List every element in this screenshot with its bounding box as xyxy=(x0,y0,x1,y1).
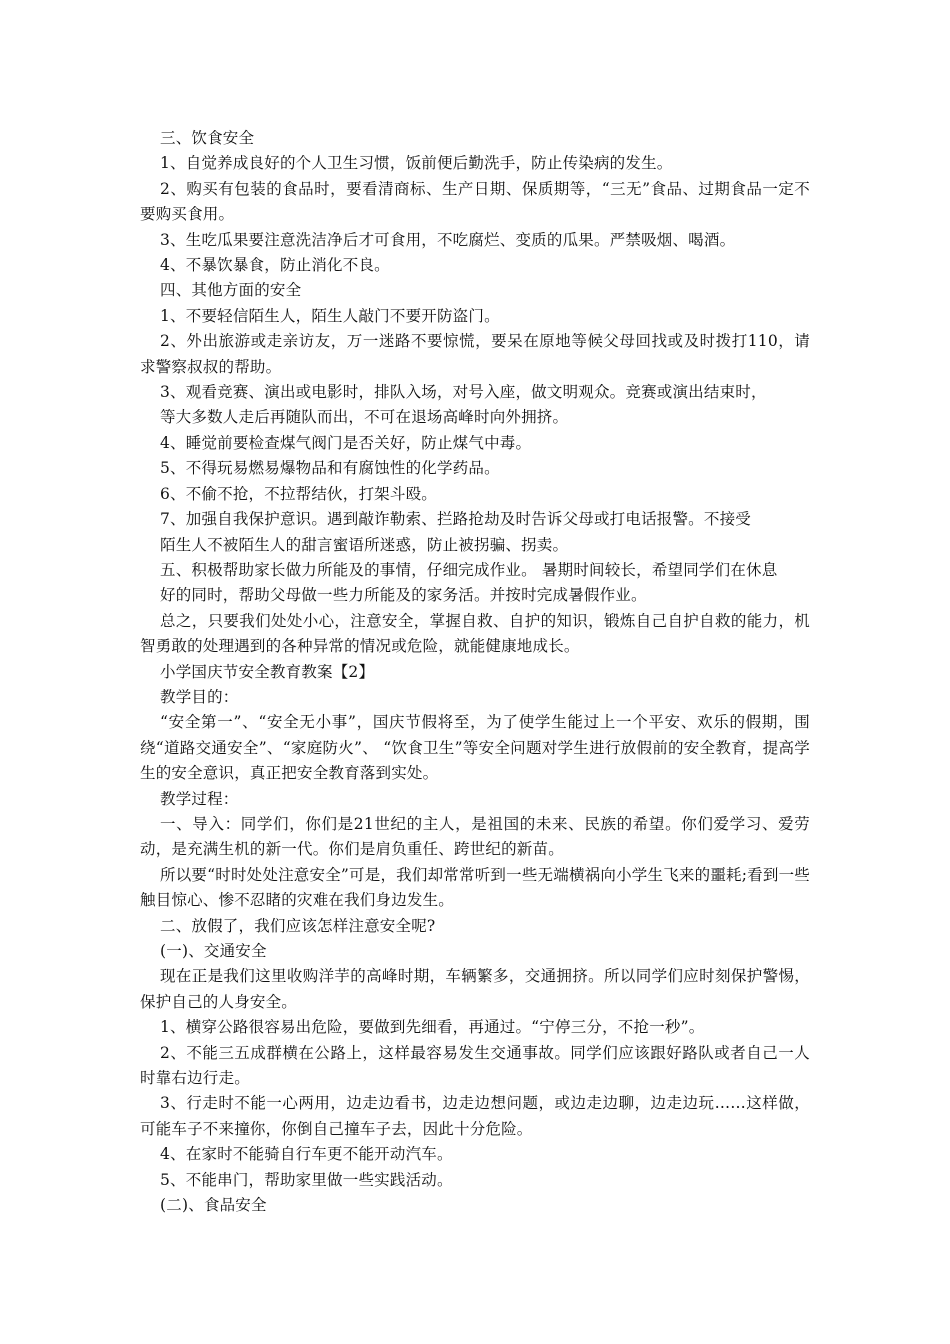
heading-food-safety-2: (二)、食品安全 xyxy=(160,1196,267,1215)
paragraph: 1、横穿公路很容易出危险，要做到先细看，再通过。“宁停三分，不抢一秒”。 xyxy=(160,1018,705,1037)
heading-teaching-process: 教学过程： xyxy=(160,789,239,808)
paragraph: 3、行走时不能一心两用，边走边看书，边走边想问题，或边走边聊，边走边玩……这样做，可能车子不来撞你，你倒自己撞车子去，因此十分危险。 xyxy=(140,1094,810,1138)
paragraph: 好的同时，帮助父母做一些力所能及的家务活。并按时完成暑假作业。 xyxy=(160,586,647,605)
paragraph: 等大多数人走后再随队而出，不可在退场高峰时向外拥挤。 xyxy=(160,408,569,427)
paragraph: 4、睡觉前要检查煤气阀门是否关好，防止煤气中毒。 xyxy=(160,433,532,452)
paragraph: 2、购买有包装的食品时，要看清商标、生产日期、保质期等，“三无”食品、过期食品一定不要购买食用。 xyxy=(140,179,810,224)
document-body xyxy=(140,126,810,1218)
paragraph: 一、导入：同学们，你们是21世纪的主人，是祖国的未来、民族的希望。你们爱学习、爱劳动，是充满生机的新一代。你们是肩负重任、跨世纪的新苗。 xyxy=(140,814,810,859)
paragraph: 1、自觉养成良好的个人卫生习惯，饭前便后勤洗手，防止传染病的发生。 xyxy=(160,154,673,173)
heading-teaching-goal: 教学目的： xyxy=(160,687,239,706)
paragraph: 4、不暴饮暴食，防止消化不良。 xyxy=(160,256,390,275)
paragraph: 6、不偷不抢，不拉帮结伙，打架斗殴。 xyxy=(160,484,437,503)
paragraph: “安全第一”、“安全无小事”，国庆节假将至，为了使学生能过上一个平安、欢乐的假期，围绕“道路交通安全”、“家庭防火”、 “饮食卫生”等安全问题对学生进行放假前的安全教育，提高学生的安全意识，真正把安全教育落到实处。 xyxy=(140,713,810,783)
heading-food-safety: 三、饮食安全 xyxy=(160,129,255,147)
paragraph: 2、不能三五成群横在公路上，这样最容易发生交通事故。同学们应该跟好路队或者自己一人时靠右边行走。 xyxy=(140,1043,810,1088)
paragraph: 现在正是我们这里收购洋芋的高峰时期，车辆繁多，交通拥挤。所以同学们应时刻保护警惕，保护自己的人身安全。 xyxy=(140,967,810,1011)
paragraph: 4、在家时不能骑自行车更不能开动汽车。 xyxy=(160,1145,453,1164)
section-title: 小学国庆节安全教育教案【2】 xyxy=(160,662,375,681)
paragraph: 所以要“时时处处注意安全”可是，我们却常常听到一些无端横祸向小学生飞来的噩耗;看到一些触目惊心、惨不忍睹的灾难在我们身边发生。 xyxy=(140,865,810,910)
paragraph: 3、生吃瓜果要注意洗洁净后才可食用，不吃腐烂、变质的瓜果。严禁吸烟、喝酒。 xyxy=(160,230,736,249)
paragraph: 5、不得玩易燃易爆物品和有腐蚀性的化学药品。 xyxy=(160,459,500,478)
paragraph: 3、观看竞赛、演出或电影时，排队入场，对号入座，做文明观众。竞赛或演出结束时， xyxy=(160,383,767,402)
paragraph: 五、积极帮助家长做力所能及的事情，仔细完成作业。 暑期时间较长，希望同学们在休息 xyxy=(160,560,778,579)
heading-traffic-safety: (一)、交通安全 xyxy=(160,942,267,960)
paragraph: 陌生人不被陌生人的甜言蜜语所迷惑，防止被拐骗、拐卖。 xyxy=(160,535,569,554)
paragraph: 7、加强自我保护意识。遇到敲诈勒索、拦路抢劫及时告诉父母或打电话报警。不接受 xyxy=(160,510,751,529)
paragraph: 总之，只要我们处处小心，注意安全，掌握自救、自护的知识，锻炼自己自护自救的能力，机智勇敢的处理遇到的各种异常的情况或危险，就能健康地成长。 xyxy=(140,611,810,656)
heading-other-safety: 四、其他方面的安全 xyxy=(160,281,302,300)
paragraph: 5、不能串门，帮助家里做一些实践活动。 xyxy=(160,1170,453,1189)
paragraph: 1、不要轻信陌生人，陌生人敲门不要开防盗门。 xyxy=(160,306,500,325)
paragraph: 二、放假了，我们应该怎样注意安全呢? xyxy=(160,916,436,935)
paragraph: 2、外出旅游或走亲访友，万一迷路不要惊慌，要呆在原地等候父母回找或及时拨打110，请求警察叔叔的帮助。 xyxy=(140,332,810,376)
